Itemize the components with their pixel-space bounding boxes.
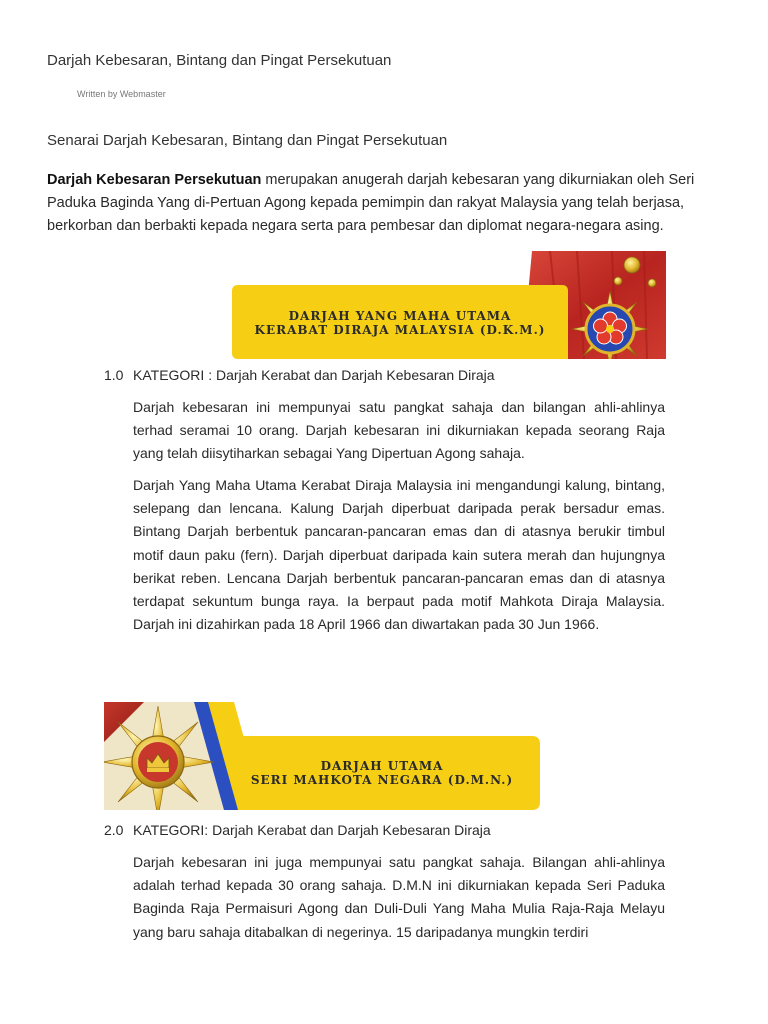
document-subtitle: Senarai Darjah Kebesaran, Bintang dan Pingat Persekutuan <box>47 132 448 149</box>
section-1-category: KATEGORI : Darjah Kerabat dan Darjah Kebesaran Diraja <box>133 367 495 383</box>
dkm-banner-line1: DARJAH YANG MAHA UTAMA <box>288 309 512 323</box>
intro-text: merupakan anugerah darjah kebesaran yang dikurniakan oleh Seri Paduka Baginda Yang di-Pertuan Agong kepada pemimpin dan rakyat Malaysia yang telah berjasa, berkorban dan berbakti kepada negara serta para pembesar dan diplomat negara-negara asing. <box>47 172 695 234</box>
intro-paragraph <box>47 169 707 238</box>
intro-bold-term: Darjah Kebesaran Persekutuan <box>47 172 262 188</box>
section-2-category: KATEGORI: Darjah Kerabat dan Darjah Kebesaran Diraja <box>133 822 491 838</box>
dmn-banner-line1: DARJAH UTAMA <box>320 759 444 773</box>
dmn-banner <box>104 702 540 810</box>
section-2-number: 2.0 <box>104 822 124 838</box>
section-1-paragraph-2: Darjah Yang Maha Utama Kerabat Diraja Malaysia ini mengandungi kalung, bintang, selepang dan lencana. Kalung Darjah diperbuat daripada perak bersadur emas. Bintang Darjah berbentuk pancaran-pancaran emas dan di atasnya berukir timbul motif daun paku (fern). Darjah diperbuat daripada kain sutera merah dan hujungnya berikat reben. Lencana Darjah berbentuk pancaran-pancaran emas dan di atasnya terdapat sekuntum bunga raya. Ia berpaut pada motif Mahkota Diraja Malaysia. Darjah ini dizahirkan pada 18 April 1966 dan diwartakan pada 30 Jun 1966. <box>133 477 665 633</box>
section-1-heading <box>104 367 495 383</box>
dkm-banner-line2: KERABAT DIRAJA MALAYSIA (D.K.M.) <box>254 323 546 337</box>
section-2-heading <box>104 822 491 838</box>
section-1-number: 1.0 <box>104 367 124 383</box>
section-1-paragraph-1: Darjah kebesaran ini mempunyai satu pangkat sahaja dan bilangan ahli-ahlinya terhad seramai 10 orang. Darjah kebesaran ini dikurniakan kepada seorang Raja yang telah diisytiharkan sebagai Yang Dipertuan Agong sahaja. <box>133 399 665 462</box>
document-title: Darjah Kebesaran, Bintang dan Pingat Persekutuan <box>47 52 392 69</box>
section-2-paragraph-1: Darjah kebesaran ini juga mempunyai satu pangkat sahaja. Bilangan ahli-ahlinya adalah terhad kepada 30 orang sahaja. D.M.N ini dikurniakan kepada Seri Paduka Baginda Raja Permaisuri Agong dan Duli-Duli Yang Maha Mulia Raja-Raja Melayu yang baru sahaja ditabalkan di negerinya. 15 daripadanya mungkin terdiri <box>133 854 665 940</box>
dmn-banner-line2: SERI MAHKOTA NEGARA (D.M.N.) <box>250 773 514 787</box>
dkm-banner <box>232 251 666 359</box>
byline: Written by Webmaster <box>77 89 166 99</box>
